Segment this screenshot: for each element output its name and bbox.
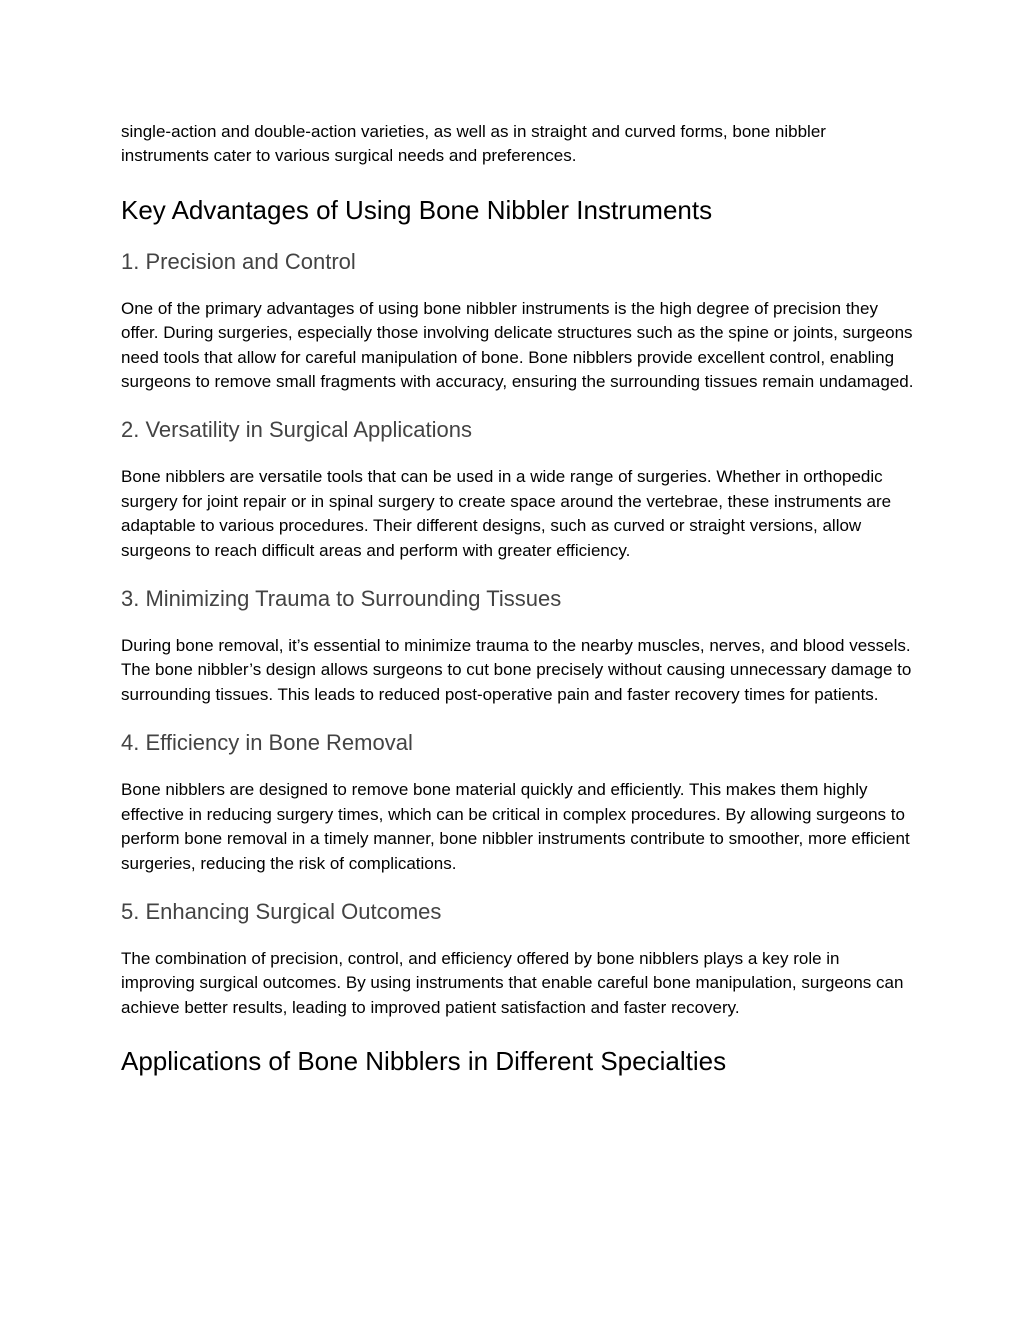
subheading-precision: 1. Precision and Control: [121, 248, 356, 274]
paragraph-efficiency: Bone nibblers are designed to remove bone material quickly and efficiently. This makes them highly effective in reducing surgery times, which can be critical in complex procedures. By allowing surgeons to perform bone removal in a timely manner, bone nibbler instruments contribute to smoother, more efficient surgeries, reducing the risk of complications.: [121, 780, 910, 873]
section-heading-applications: Applications of Bone Nibblers in Different Specialties: [121, 1046, 727, 1077]
paragraph-outcomes: The combination of precision, control, and efficiency offered by bone nibblers plays a key role in improving surgical outcomes. By using instruments that enable careful bone manipulation, surgeons can achieve better results, leading to improved patient satisfaction and faster recovery.: [121, 948, 904, 1017]
subheading-efficiency: 4. Efficiency in Bone Removal: [121, 730, 413, 756]
subheading-trauma: 3. Minimizing Trauma to Surrounding Tissues: [121, 586, 562, 612]
paragraph-precision: One of the primary advantages of using bone nibbler instruments is the high degree of precision they offer. During surgeries, especially those involving delicate structures such as the spine or joints, surgeons need tools that allow for careful manipulation of bone. Bone nibblers provide excellent control, enabling surgeons to remove small fragments with accuracy, ensuring the surrounding tissues remain undamaged.: [121, 298, 914, 392]
paragraph-versatility: Bone nibblers are versatile tools that can be used in a wide range of surgeries. Whether in orthopedic surgery for joint repair or in spinal surgery to create space around the vertebrae, these instruments are adaptable to various procedures. Their different designs, such as curved or straight versions, allow surgeons to reach difficult areas and perform with greater efficiency.: [121, 467, 892, 560]
intro-paragraph: single-action and double-action varieties, as well as in straight and curved forms, bone nibbler instruments cater to various surgical needs and preferences.: [121, 122, 826, 166]
subheading-outcomes: 5. Enhancing Surgical Outcomes: [121, 898, 442, 924]
paragraph-trauma: During bone removal, it’s essential to minimize trauma to the nearby muscles, nerves, and blood vessels. The bone nibbler’s design allows surgeons to cut bone precisely without causing unnecessary damage to surrounding tissues. This leads to reduced post-operative pain and faster recovery times for patients.: [121, 636, 912, 704]
subheading-versatility: 2. Versatility in Surgical Applications: [121, 417, 472, 443]
section-heading-advantages: Key Advantages of Using Bone Nibbler Instruments: [121, 194, 713, 225]
